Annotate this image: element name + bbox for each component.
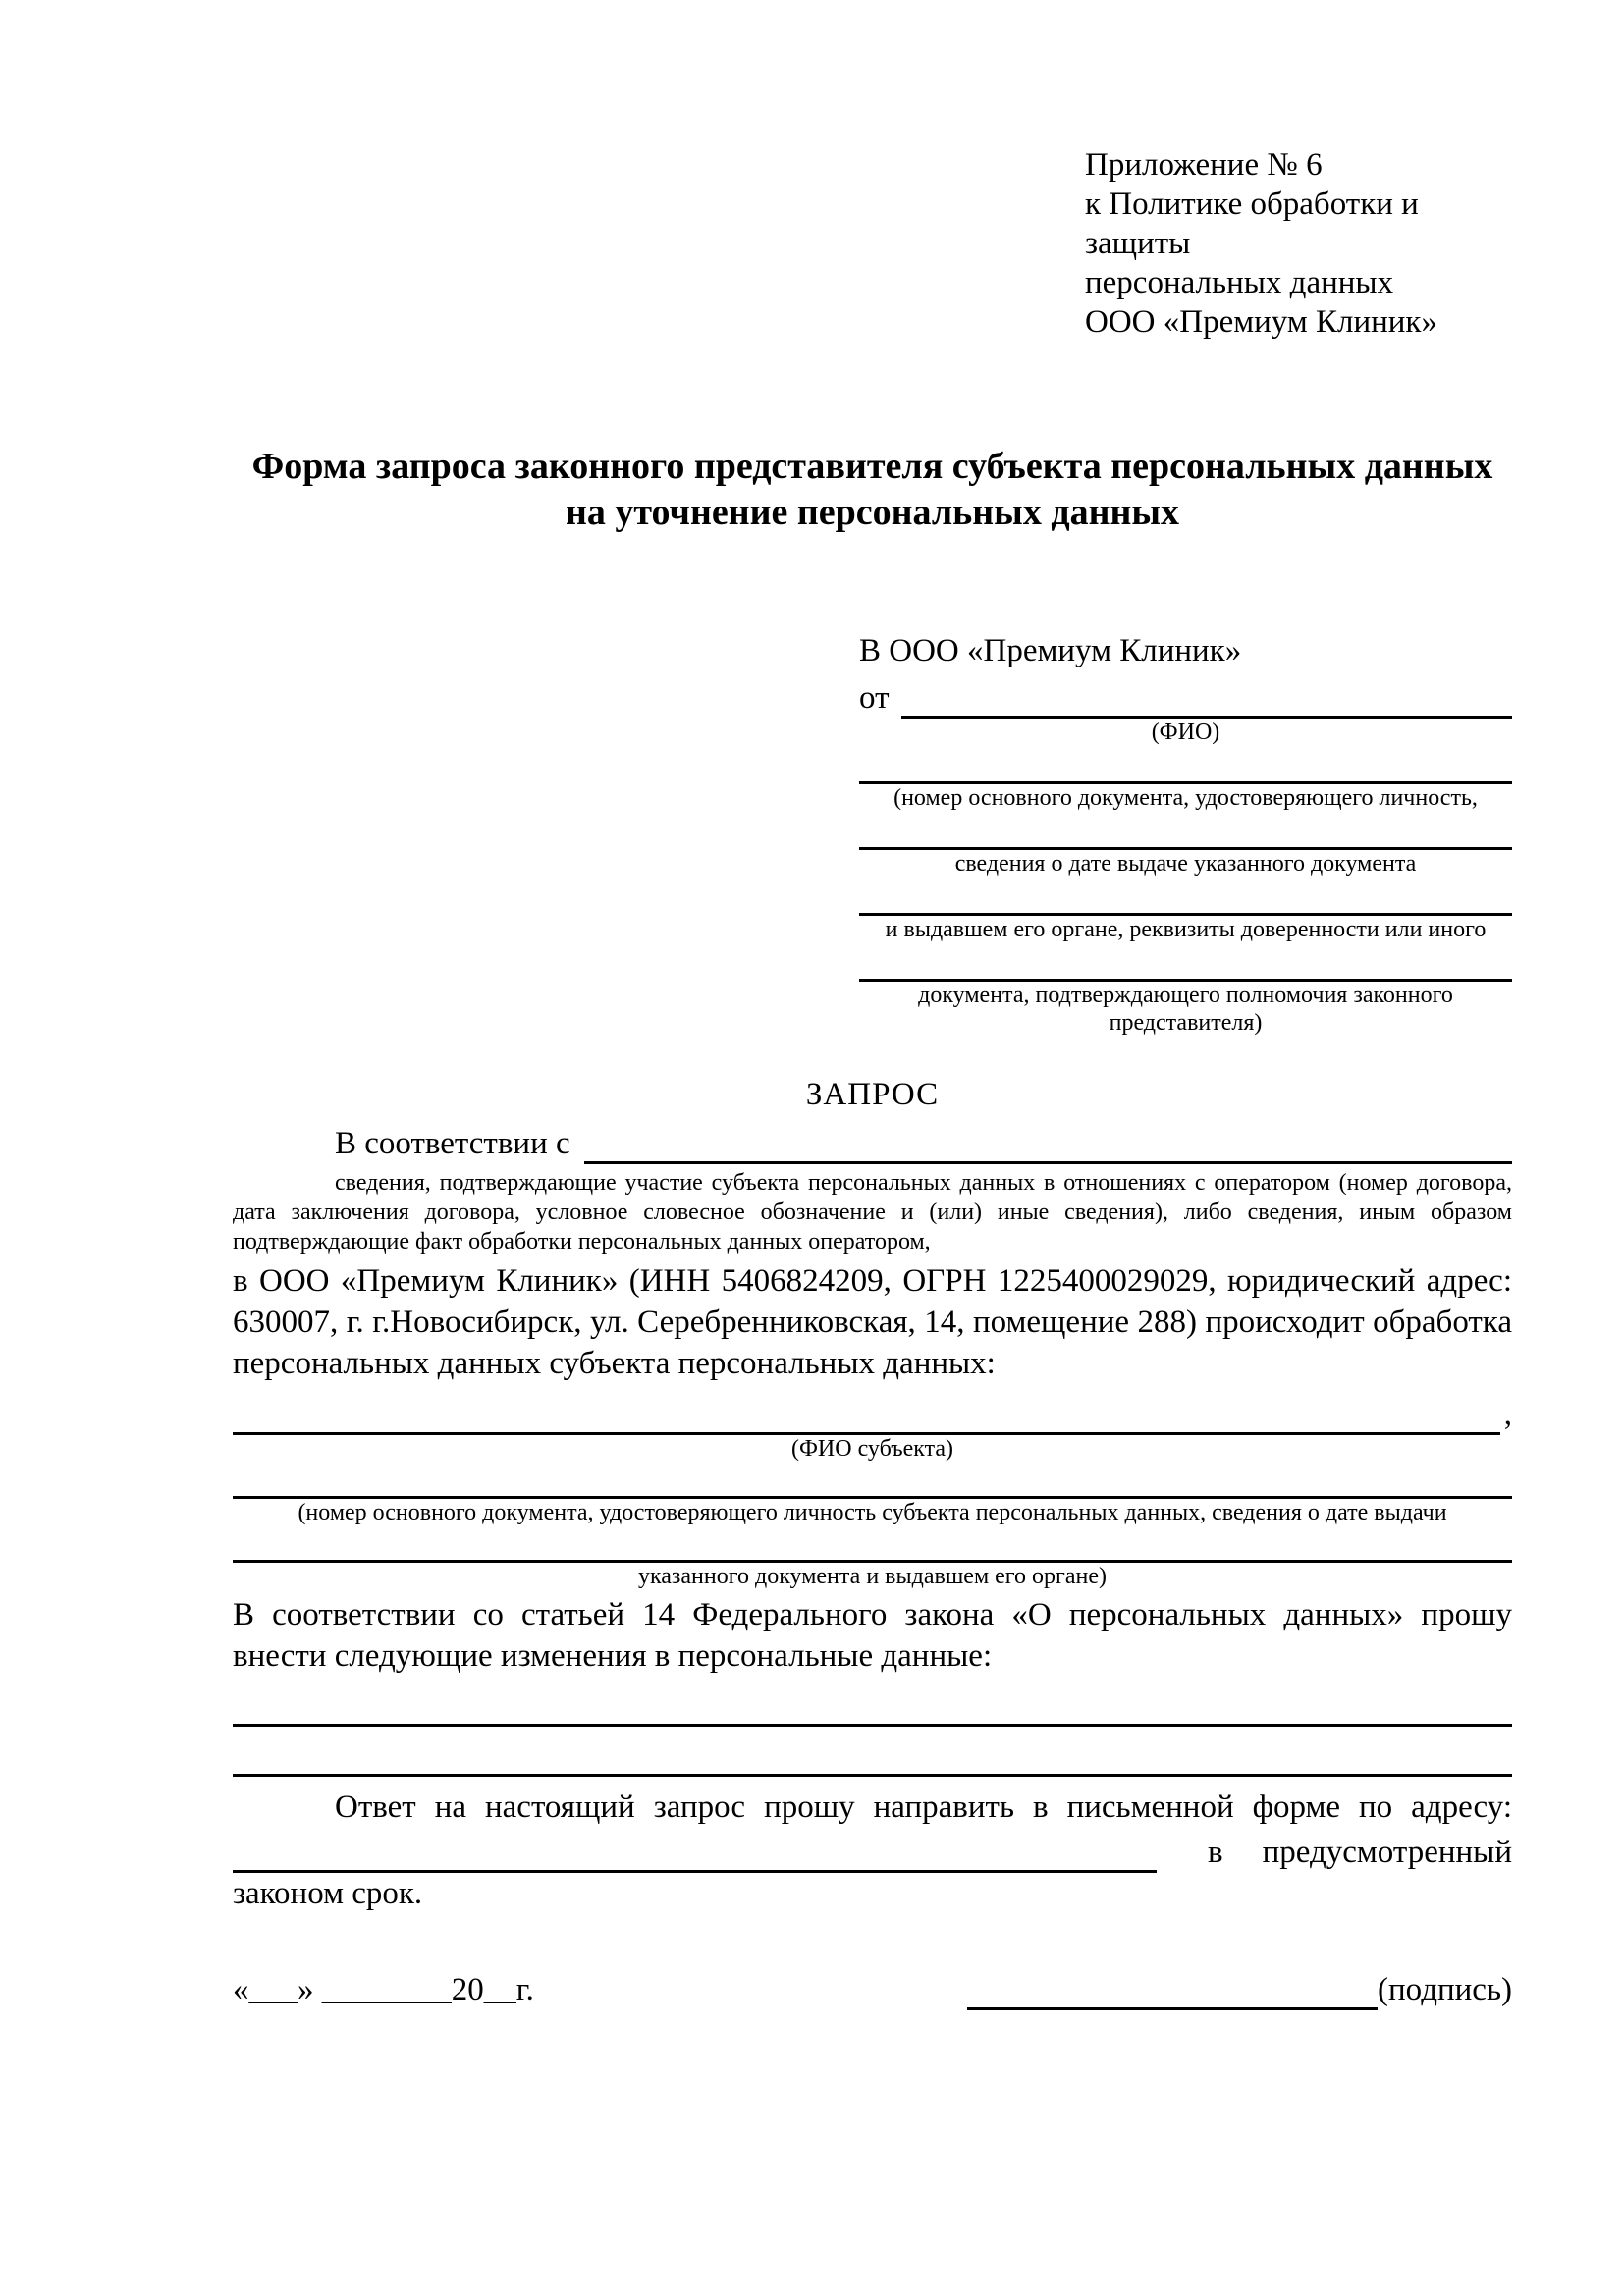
document-title — [233, 444, 1512, 536]
form-field — [859, 943, 1512, 1037]
addressee-to: В ООО «Премиум Клиник» — [859, 633, 1242, 668]
date-field: «___» ________20__г. — [233, 1972, 534, 2007]
from-label: от — [859, 680, 890, 716]
intro-blank-line — [584, 1161, 1512, 1164]
form-line-caption: документа, подтверждающего полномочия законного представителя) — [918, 983, 1453, 1036]
footer-row — [233, 1969, 1512, 2010]
subject-fio-row — [233, 1394, 1512, 1435]
annex-block — [1085, 145, 1512, 342]
document-title-line2: на уточнение персональных данных — [565, 492, 1180, 533]
signature-group — [967, 1969, 1512, 2010]
form-line-caption: сведения о дате выдаче указанного документа — [954, 851, 1417, 877]
changes-blank-line — [233, 1727, 1512, 1777]
annex-line: персональных данных — [1085, 265, 1394, 300]
operator-paragraph: в ООО «Премиум Клиник» (ИНН 5406824209, ОГРН 1225400029029, юридический адрес: 630007, г. г.Новосибирск, ул. Серебренниковская, 14, помещение 288) происходит обработка персональных данных субъекта персональных данных: — [233, 1263, 1512, 1381]
signature-blank-line — [967, 1982, 1378, 2010]
changes-blank-line — [233, 1677, 1512, 1727]
form-blank-line — [859, 943, 1512, 982]
answer-paragraph-line1: Ответ на настоящий запрос прошу направить в письменной форме по адресу: — [335, 1789, 1512, 1825]
trailing-comma: , — [1503, 1397, 1512, 1432]
intro-label: В соответствии с — [335, 1126, 570, 1161]
subject-fio-caption: (ФИО субъекта) — [790, 1436, 954, 1462]
answer-tail: законом срок. — [233, 1876, 423, 1911]
form-line-caption: (номер основного документа, удостоверяющего личность, — [893, 785, 1478, 811]
subject-doc-blank-line — [233, 1526, 1512, 1563]
fio-caption: (ФИО) — [1151, 720, 1220, 745]
form-line-caption: и выдавшем его органе, реквизиты доверенности или иного — [885, 917, 1487, 942]
annex-line: к Политике обработки и защиты — [1085, 187, 1419, 261]
annex-line: Приложение № 6 — [1085, 147, 1323, 183]
request-heading: ЗАПРОС — [805, 1077, 940, 1112]
form-blank-line — [859, 746, 1512, 784]
addressee-block — [859, 630, 1512, 1037]
form-field — [859, 812, 1512, 878]
answer-in-word: в — [1208, 1835, 1223, 1870]
form-field — [859, 878, 1512, 943]
answer-last-word: предусмотренный — [1262, 1835, 1512, 1870]
subject-fio-blank-line — [233, 1407, 1500, 1435]
form-blank-line — [859, 878, 1512, 916]
intro-row — [233, 1123, 1512, 1164]
signature-caption: (подпись) — [1378, 1972, 1512, 2007]
form-blank-line — [859, 812, 1512, 850]
annex-line: ООО «Премиум Клиник» — [1085, 304, 1437, 340]
form-field — [859, 746, 1512, 812]
from-row — [859, 677, 1512, 719]
intro-footnote: сведения, подтверждающие участие субъекта персональных данных в отношениях с оператором (номер договора, дата заключения договора, условное словесное обозначение и (или) иные сведения), либо сведения, иным образом подтверждающие факт обработки персональных данных оператором, — [233, 1170, 1512, 1255]
subject-doc-caption: указанного документа и выдавшем его органе) — [637, 1564, 1108, 1589]
subject-doc-caption: (номер основного документа, удостоверяющего личность субъекта персональных данных, сведения о дате выдачи — [298, 1500, 1447, 1525]
law-paragraph: В соответствии со статьей 14 Федерального закона «О персональных данных» прошу внести следующие изменения в персональные данные: — [233, 1597, 1512, 1674]
document-title-line1: Форма запроса законного представителя субъекта персональных данных — [251, 446, 1493, 487]
answer-address-row — [233, 1832, 1512, 1873]
subject-doc-blank-line — [233, 1463, 1512, 1499]
address-blank-line — [233, 1842, 1157, 1873]
